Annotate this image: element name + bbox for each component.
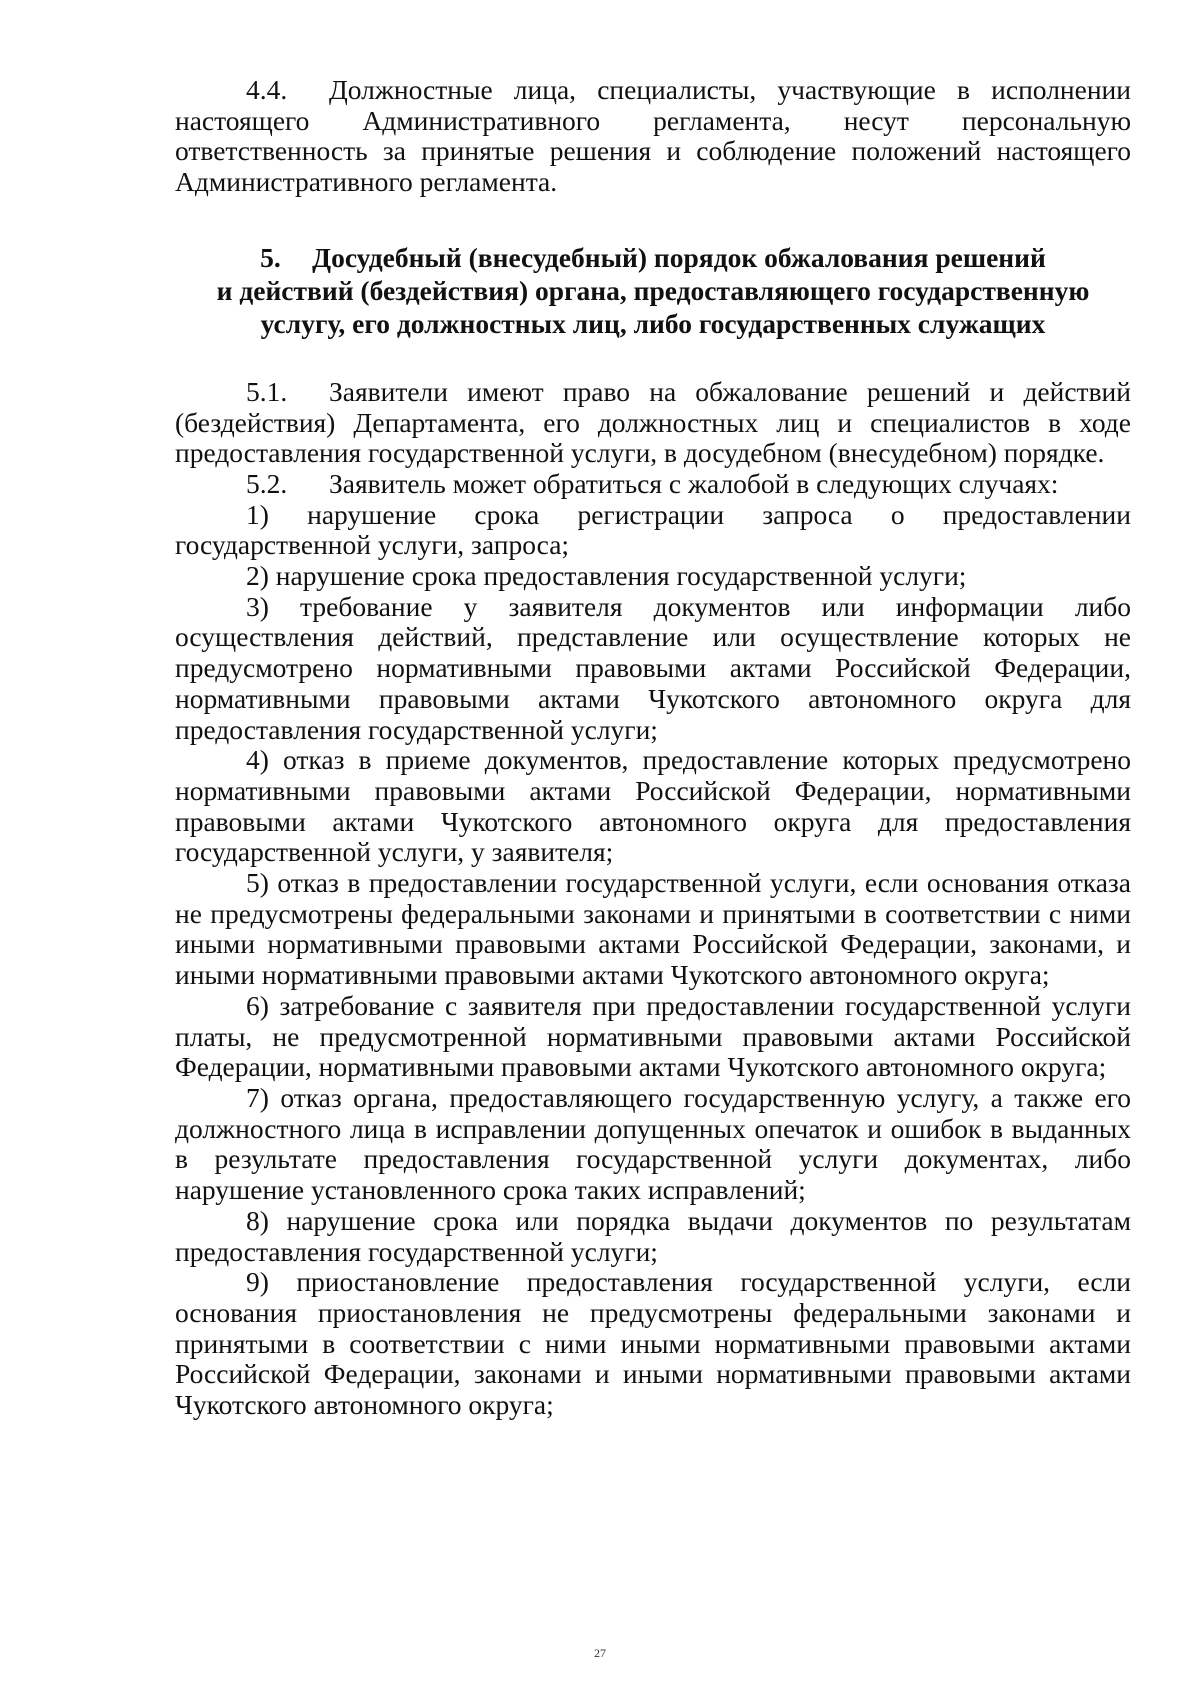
heading-line-3: услугу, его должностных лиц, либо государственных служащих [260, 307, 1046, 339]
page-number: 27 [594, 1646, 606, 1660]
paragraph-text: Заявители имеют право на обжалование решений и действий (бездействия) Департамента, его должностных лиц и специалистов в ходе предоставления государственной услуги, в досудебном (внесудебном) порядке. [175, 375, 1131, 469]
list-item-number: 3) [246, 590, 269, 622]
paragraph-5-2 [175, 469, 1131, 500]
paragraph-5-1 [175, 377, 1131, 469]
list-item-6 [175, 991, 1131, 1083]
list-item-number: 4) [246, 744, 269, 776]
list-item-number: 6) [246, 989, 269, 1021]
list-item-text: отказ в предоставлении государственной услуги, если основания отказа не предусмотрены федеральными законами и принятыми в соответствии с ними иными нормативными правовыми актами Российской Федерации, законами, и иными нормативными правовыми актами Чукотского автономного округа; [175, 867, 1131, 991]
list-item-text: нарушение срока предоставления государственной услуги; [275, 560, 967, 592]
list-item-5 [175, 868, 1131, 991]
list-item-7 [175, 1083, 1131, 1206]
list-item-9 [175, 1267, 1131, 1421]
paragraph-4-4 [175, 75, 1131, 198]
paragraph-text: Должностные лица, специалисты, участвующие в исполнении настоящего Административного регламента, несут персональную ответственность за принятые решения и соблюдение положений настоящего Административного регламента. [175, 74, 1131, 198]
list-item-number: 2) [246, 560, 269, 592]
heading-line-1 [175, 241, 1131, 274]
paragraph-number: 5.1. [246, 375, 288, 407]
list-item-text: нарушение срока регистрации запроса о предоставлении государственной услуги, запроса; [175, 498, 1131, 561]
list-item-text: нарушение срока или порядка выдачи документов по результатам предоставления государственной услуги; [175, 1204, 1132, 1267]
list-item-text: приостановление предоставления государственной услуги, если основания приостановления не предусмотрены федеральными законами и принятыми в соответствии с ними иными нормативными правовыми актами Российской Федерации, законами и иными нормативными правовыми актами Чукотского автономного округа; [175, 1266, 1131, 1421]
section-5-heading [175, 241, 1131, 340]
paragraph-text: Заявитель может обратиться с жалобой в следующих случаях: [329, 467, 1059, 499]
list-item-number: 8) [246, 1204, 269, 1236]
heading-number: 5. [260, 241, 281, 273]
list-item-text: отказ в приеме документов, предоставление которых предусмотрено нормативными правовыми актами Российской Федерации, нормативными правовыми актами Чукотского автономного округа для предоставления государственной услуги, у заявителя; [175, 744, 1132, 868]
list-item-3 [175, 592, 1131, 746]
list-item-number: 7) [246, 1081, 269, 1113]
list-item-8 [175, 1206, 1131, 1267]
paragraph-number: 4.4. [246, 74, 288, 105]
heading-line-1-text: Досудебный (внесудебный) порядок обжалования решений [312, 241, 1046, 273]
list-item-4 [175, 745, 1131, 868]
paragraph-number: 5.2. [246, 467, 288, 499]
list-item-text: отказ органа, предоставляющего государственную услугу, а также его должностного лица в исправлении допущенных опечаток и ошибок в выданных в результате предоставления государственной услуги документах, либо нарушение установленного срока таких исправлений; [175, 1081, 1132, 1206]
list-item-text: затребование с заявителя при предоставлении государственной услуги платы, не предусмотренной нормативными правовыми актами Российской Федерации, нормативными правовыми актами Чукотского автономного округа; [175, 989, 1132, 1083]
list-item-2 [175, 561, 1131, 592]
list-item-1 [175, 500, 1131, 561]
page-content [175, 75, 1131, 1421]
list-item-number: 5) [246, 867, 269, 899]
list-item-number: 1) [246, 498, 269, 530]
list-item-text: требование у заявителя документов или информации либо осуществления действий, представление или осуществление которых не предусмотрено нормативными правовыми актами Российской Федерации, нормативными правовыми актами Чукотского автономного округа для предоставления государственной услуги; [175, 590, 1132, 745]
heading-line-2: и действий (бездействия) органа, предоставляющего государственную [216, 274, 1090, 306]
list-item-number: 9) [246, 1266, 269, 1298]
